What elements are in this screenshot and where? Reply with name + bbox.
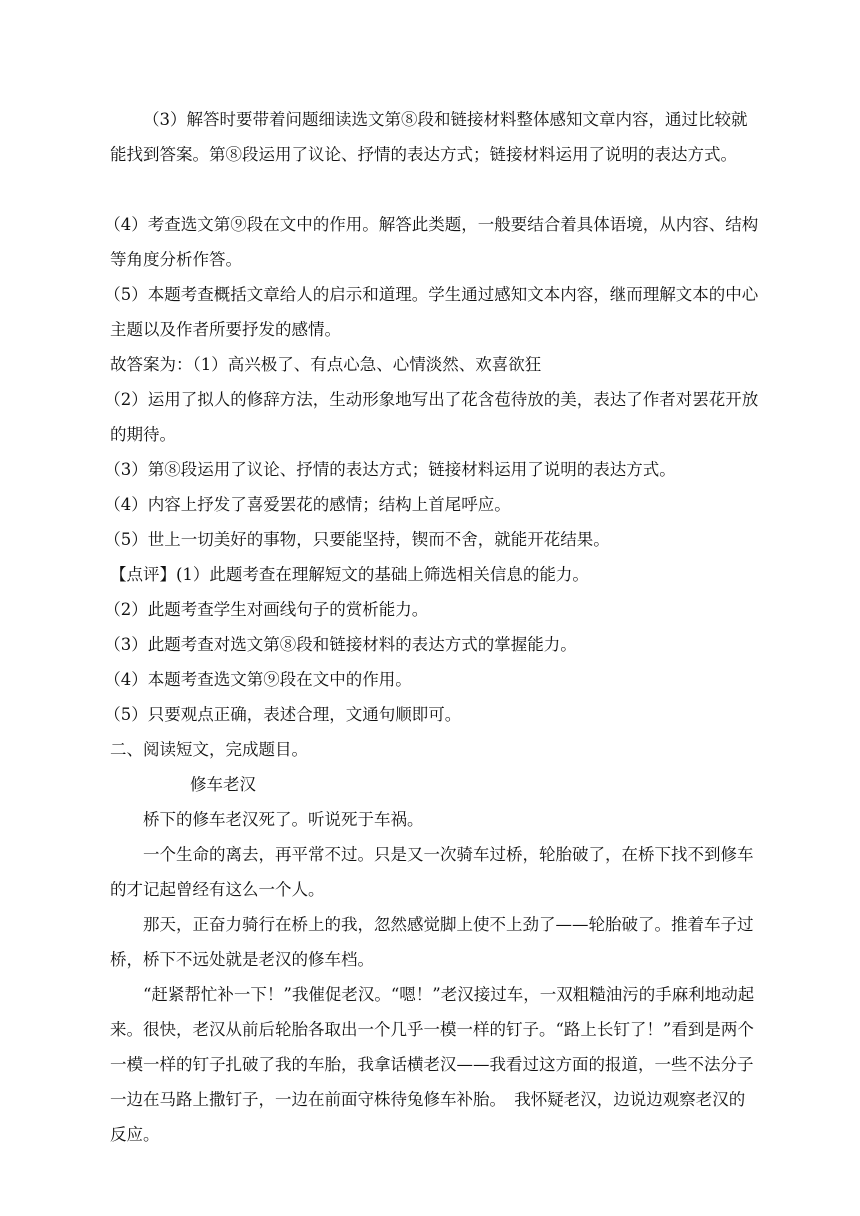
story-paragraph-3: 那天，正奋力骑行在桥上的我，忽然感觉脚上使不上劲了——轮胎破了。推着车子过桥，桥下不远处就是老汉的修车档。 [110,915,754,969]
final-answer-3: （3）第⑧段运用了议论、抒情的表达方式；链接材料运用了说明的表达方式。 [104,460,676,479]
comment-4: （4）本题考查选文第⑨段在文中的作用。 [104,670,412,689]
story-title: 修车老汉 [190,775,256,794]
story-paragraph-2: 一个生命的离去，再平常不过。只是又一次骑车过桥，轮胎破了，在桥下找不到修车的才记起曾经有这么一个人。 [110,845,754,899]
comment-5: （5）只要观点正确，表述合理，文通句顺即可。 [104,705,462,724]
analysis-3: （3）解答时要带着问题细读选文第⑧段和链接材料整体感知文章内容，通过比较就能找到答案。第⑧段运用了议论、抒情的表达方式；链接材料运用了说明的表达方式。 [110,110,748,164]
story-paragraph-1: 桥下的修车老汉死了。听说死于车祸。 [143,810,424,829]
comment-2: （2）此题考查学生对画线句子的赏析能力。 [104,600,429,619]
story-paragraph-4: “赶紧帮忙补一下！”我催促老汉。“嗯！”老汉接过车，一双粗糙油污的手麻利地动起来。很快，老汉从前后轮胎各取出一个几乎一模一样的钉子。“路上长钉了！”看到是两个一模一样的钉子扎破了我的车胎，我拿话横老汉——我看过这方面的报道，一些不法分子一边在马路上撒钉子，一边在前面守株待兔修车补胎。 我怀疑老汉，边说边观察老汉的反应。 [110,985,755,1144]
comment-1: 【点评】(1）此题考查在理解短文的基础上筛选相关信息的能力。 [110,565,589,584]
final-answer-1: 故答案为：（1）高兴极了、有点心急、心情淡然、欢喜欲狂 [110,355,542,374]
analysis-4: （4）考查选文第⑨段在文中的作用。解答此类题，一般要结合着具体语境，从内容、结构等角度分析作答。 [104,215,759,269]
analysis-5: （5）本题考查概括文章给人的启示和道理。学生通过感知文本内容，继而理解文本的中心主题以及作者所要抒发的感情。 [104,285,759,339]
final-answer-2: （2）运用了拟人的修辞方法，生动形象地写出了花含苞待放的美，表达了作者对罢花开放的期待。 [104,390,759,444]
final-answer-4: （4）内容上抒发了喜爱罢花的感情；结构上首尾呼应。 [104,495,511,514]
comment-3: （3）此题考查对选文第⑧段和链接材料的表达方式的掌握能力。 [104,635,577,654]
final-answer-5: （5）世上一切美好的事物，只要能坚持，锲而不舍，就能开花结果。 [104,530,610,549]
section-heading: 二、阅读短文，完成题目。 [110,740,308,759]
